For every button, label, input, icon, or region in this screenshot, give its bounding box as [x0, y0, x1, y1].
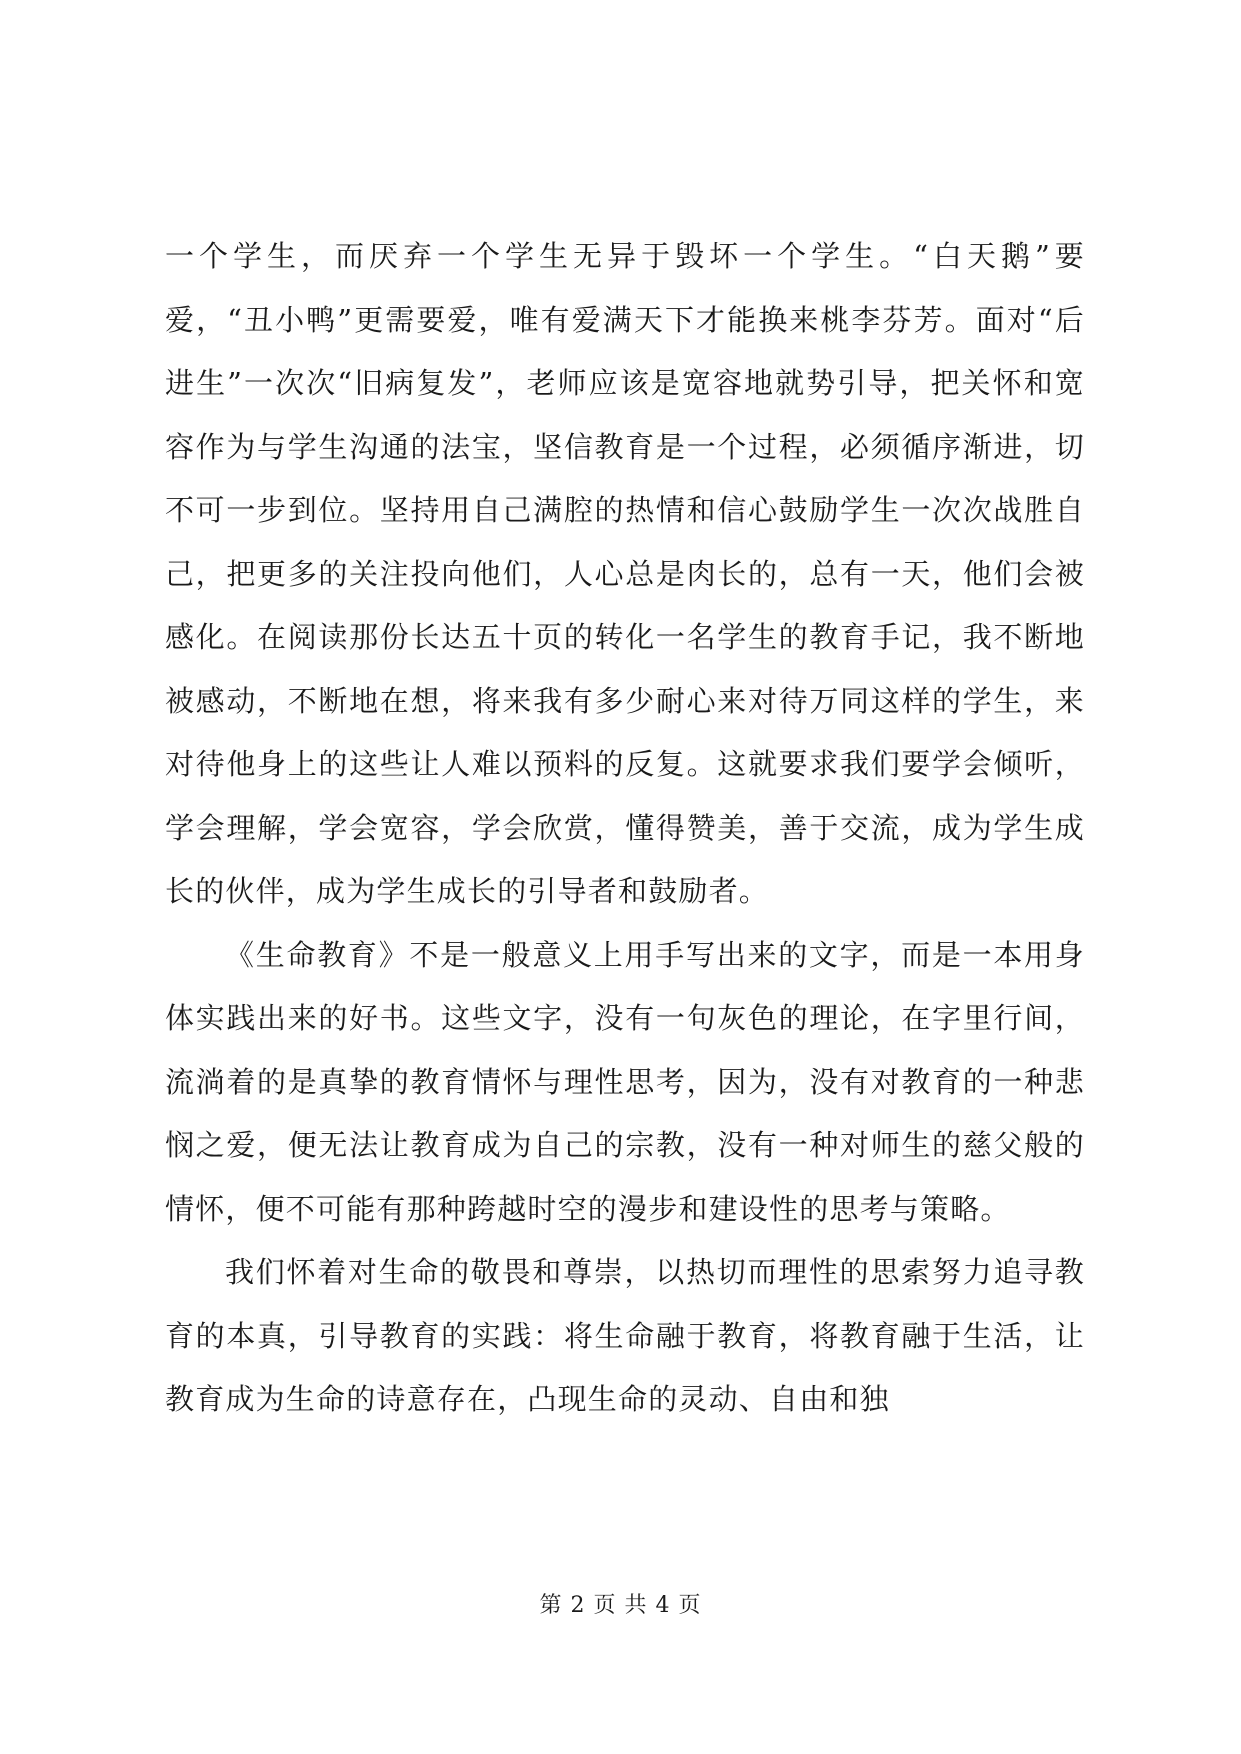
- page-number-footer: 第 2 页 共 4 页: [539, 1593, 702, 1618]
- paragraph-life-education: 《生命教育》不是一般意义上用手写出来的文字，而是一本用身体实践出来的好书。这些文字，没有一句灰色的理论，在字里行间，流淌着的是真挚的教育情怀与理性思考，因为，没有对教育的一种悲悯之爱，便无法让教育成为自己的宗教，没有一种对师生的慈父般的情怀，便不可能有那种跨越时空的漫步和建设性的思考与策略。: [165, 937, 1085, 1226]
- paragraph-reverence: 我们怀着对生命的敬畏和尊崇，以热切而理性的思索努力追寻教育的本真，引导教育的实践：将生命融于教育，将教育融于生活，让教育成为生命的诗意存在，凸现生命的灵动、自由和独: [165, 1255, 1085, 1416]
- document-body: [165, 225, 1085, 1432]
- paragraph-continued: 一个学生，而厌弃一个学生无异于毁坏一个学生。“白天鹅”要爱，“丑小鸭”更需要爱，唯有爱满天下才能换来桃李芬芳。面对“后进生”一次次“旧病复发”，老师应该是宽容地就势引导，把关怀和宽容作为与学生沟通的法宝，坚信教育是一个过程，必须循序渐进，切不可一步到位。坚持用自己满腔的热情和信心鼓励学生一次次战胜自己，把更多的关注投向他们，人心总是肉长的，总有一天，他们会被感化。在阅读那份长达五十页的转化一名学生的教育手记，我不断地被感动，不断地在想，将来我有多少耐心来对待万同这样的学生，来对待他身上的这些让人难以预料的反复。这就要求我们要学会倾听，学会理解，学会宽容，学会欣赏，懂得赞美，善于交流，成为学生成长的伙伴，成为学生成长的引导者和鼓励者。: [165, 239, 1085, 908]
